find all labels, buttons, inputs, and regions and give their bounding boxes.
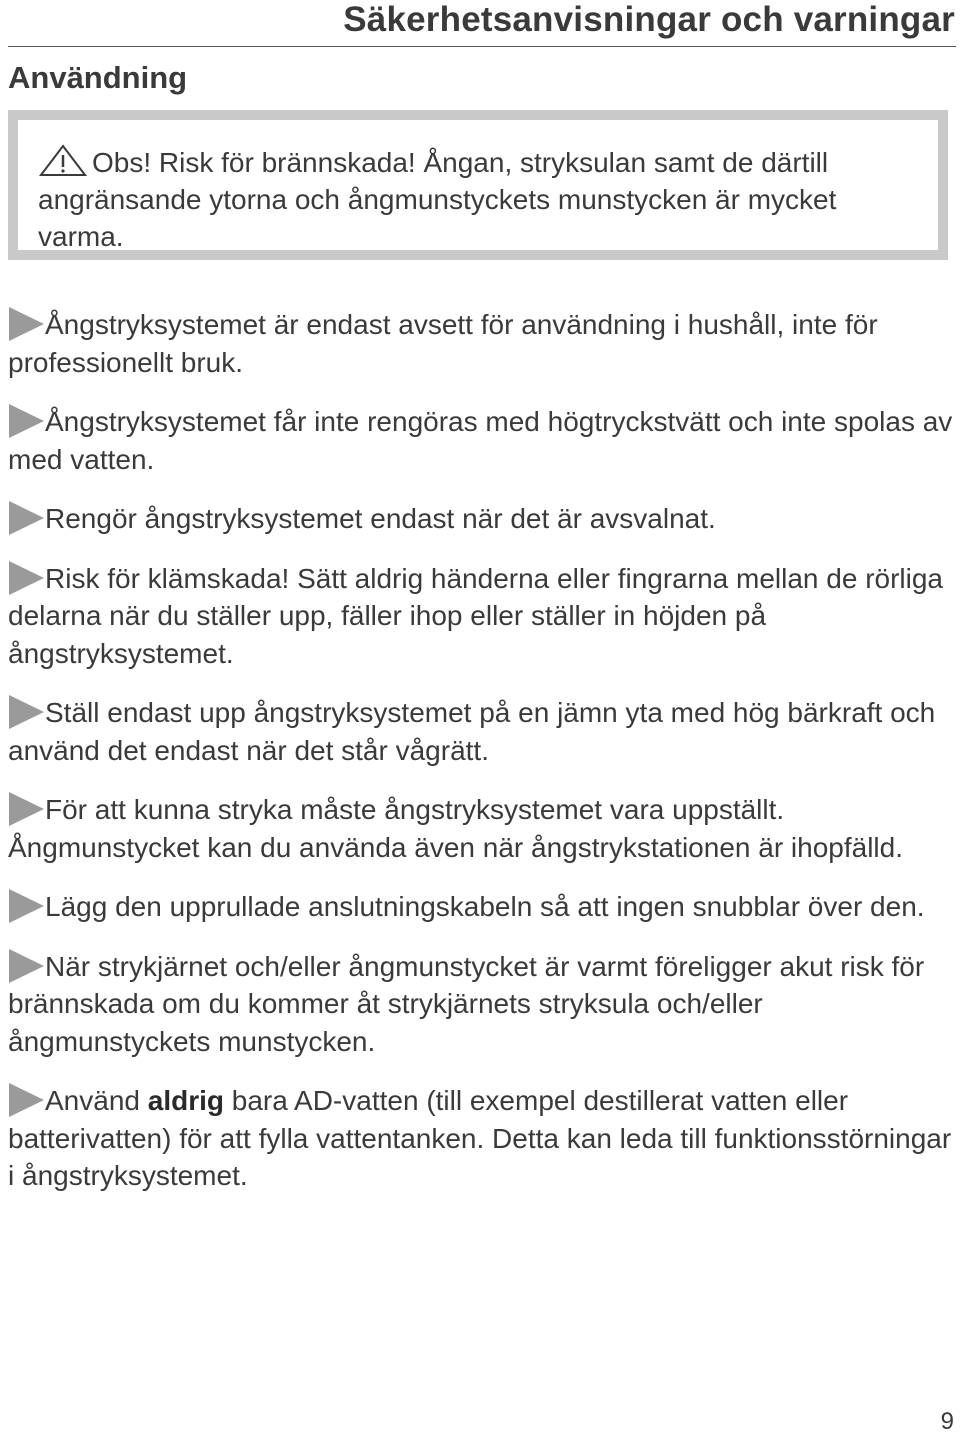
- warning-text: Obs! Risk för brännskada! Ångan, stryksulan samt de därtill angränsande ytorna och ångmunstyckets munstycken är mycket varma.: [38, 147, 837, 252]
- arrow-right-icon: [8, 500, 45, 536]
- list-item: [8, 948, 953, 1061]
- list-item-text-before: Använd: [45, 1085, 148, 1116]
- list-item-text: Rengör ångstryksystemet endast när det är avsvalnat.: [45, 503, 716, 534]
- instruction-list: [8, 306, 953, 1217]
- list-item-text: För att kunna stryka måste ångstryksystemet vara uppställt. Ångmunstycket kan du använda även när ångstrykstationen är ihopfälld.: [8, 794, 904, 863]
- warning-box: [8, 110, 948, 260]
- list-item: [8, 1082, 953, 1195]
- list-item: [8, 403, 953, 478]
- list-item: [8, 888, 953, 926]
- warning-triangle-icon: [38, 144, 88, 176]
- list-item-text: Lägg den upprullade anslutningskabeln så att ingen snubblar över den.: [45, 891, 925, 922]
- arrow-right-icon: [8, 948, 45, 984]
- arrow-right-icon: [8, 1082, 45, 1118]
- list-item-text: Ångstryksystemet är endast avsett för användning i hushåll, inte för professionellt bruk.: [8, 309, 878, 378]
- header-title: Säkerhetsanvisningar och varningar: [343, 0, 955, 39]
- list-item-text-bold: aldrig: [147, 1085, 224, 1116]
- arrow-right-icon: [8, 791, 45, 827]
- arrow-right-icon: [8, 560, 45, 596]
- list-item-text: När strykjärnet och/eller ångmunstycket är varmt föreligger akut risk för brännskada om du kommer åt strykjärnets stryksula och/eller ångmunstyckets munstycken.: [8, 950, 925, 1057]
- list-item-text: Ångstryksystemet får inte rengöras med högtryckstvätt och inte spolas av med vatten.: [8, 406, 953, 475]
- list-item: [8, 306, 953, 381]
- arrow-right-icon: [8, 403, 45, 439]
- list-item: [8, 791, 953, 866]
- list-item: [8, 694, 953, 769]
- header-divider: [8, 46, 956, 47]
- list-item-text: Risk för klämskada! Sätt aldrig händerna eller fingrarna mellan de rörliga delarna när du ställer upp, fäller ihop eller ställer in höjden på ångstryksystemet.: [8, 562, 943, 669]
- list-item: [8, 500, 953, 538]
- list-item-text-after: bara AD-vatten (till exempel destillerat vatten eller batterivatten) för att fylla vattentanken. Detta kan leda till funktionsstörningar i ångstryksystemet.: [8, 1085, 952, 1191]
- section-heading: Användning: [8, 60, 188, 95]
- warning-text-block: [38, 144, 928, 255]
- arrow-right-icon: [8, 694, 45, 730]
- arrow-right-icon: [8, 888, 45, 924]
- arrow-right-icon: [8, 306, 45, 342]
- list-item: [8, 560, 953, 673]
- page-number: 9: [940, 1408, 954, 1435]
- list-item-text: Ställ endast upp ångstryksystemet på en jämn yta med hög bärkraft och använd det endast när det står vågrätt.: [8, 697, 936, 766]
